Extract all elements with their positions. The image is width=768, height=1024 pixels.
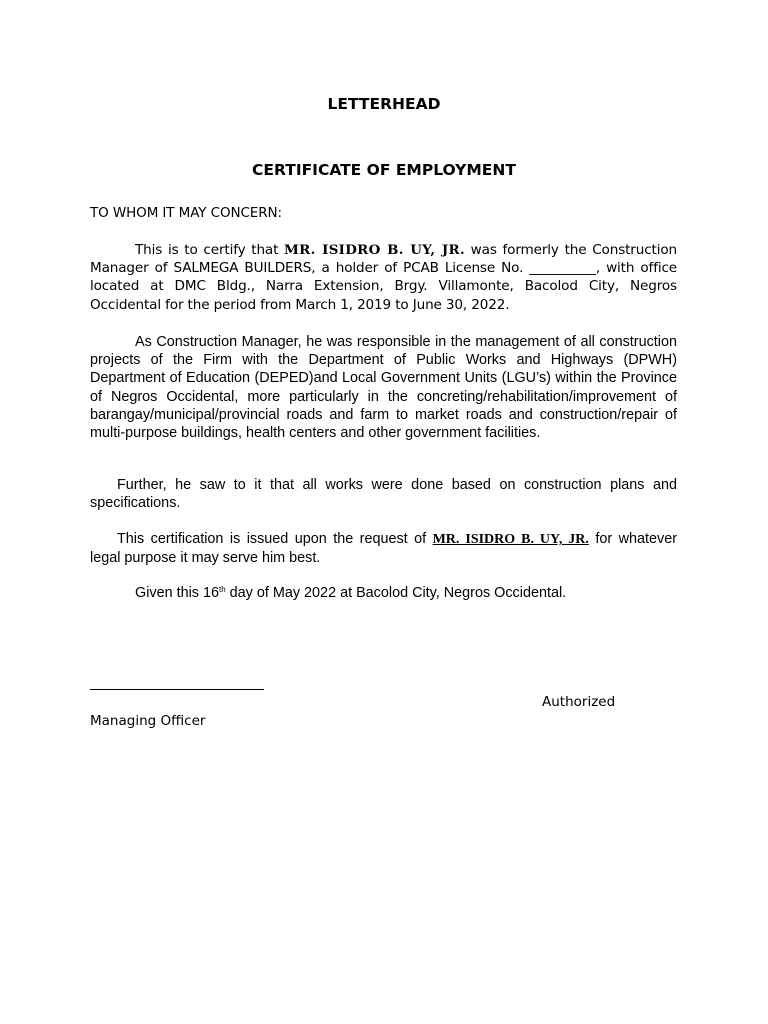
signature-authorized-label: Authorized [542, 694, 616, 710]
paragraph-request [90, 530, 677, 567]
p1-text-before: This is to certify that [135, 242, 285, 258]
employee-name: MR. ISIDRO B. UY, JR. [284, 242, 465, 258]
signature-line [90, 689, 264, 690]
p4-text-before: This certification is issued upon the request of [117, 531, 433, 547]
document-title: CERTIFICATE OF EMPLOYMENT [252, 161, 516, 179]
paragraph-certification [90, 241, 677, 314]
requester-name: MR. ISIDRO B. UY, JR. [432, 532, 589, 547]
p4-text-after: for whatever legal purpose it may serve him best. [90, 531, 677, 567]
paragraph-further: Further, he saw to it that all works were done based on construction plans and specifications. [90, 477, 677, 512]
salutation: TO WHOM IT MAY CONCERN: [90, 205, 282, 221]
p5-text-before: Given this 16 [135, 585, 219, 601]
paragraph-given [135, 584, 566, 602]
p5-text-after: day of May 2022 at Bacolod City, Negros Occidental. [225, 585, 567, 601]
p1-text-after: was formerly the Construction Manager of SALMEGA BUILDERS, a holder of PCAB License No. __________, with office located at DMC Bldg., Narra Extension, Brgy. Villamonte, Bacolod City, Negros Occidental for the period from March 1, 2019 to June 30, 2022. [90, 242, 677, 313]
letterhead-heading: LETTERHEAD [327, 95, 441, 113]
ordinal-suffix: th [219, 585, 226, 594]
paragraph-responsibilities: As Construction Manager, he was responsible in the management of all construction projects of the Firm with the Department of Public Works and Highways (DPWH) Department of Education (DEPED)and Local Government Units (LGU’s) within the Province of Negros Occidental, more particularly in the concreting/rehabilitation/improvement of barangay/municipal/provincial roads and farm to market roads and construction/repair of multi-purpose buildings, health centers and other government facilities. [90, 334, 677, 442]
signature-role-label: Managing Officer [90, 713, 206, 729]
